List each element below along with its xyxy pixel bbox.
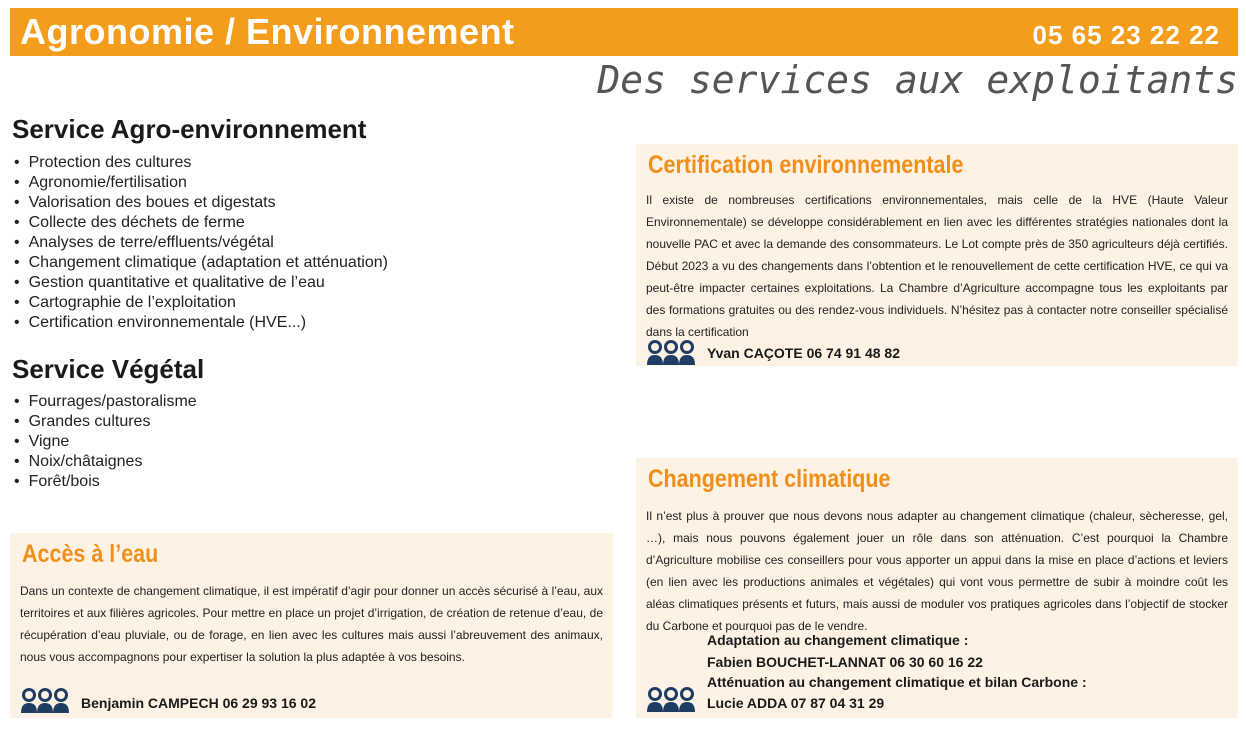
vegetal-service-list [14, 392, 197, 492]
page-title: Agronomie / Environnement [20, 11, 515, 52]
list-item: • Protection des cultures [14, 153, 388, 173]
eau-box-text: Dans un contexte de changement climatique, il est impératif d’agir pour donner un accès sécurisé à l’eau, aux territoires et aux filières agricoles. Pour mettre en place un projet d’irrigation, de création de retenue d’eau, de récupération d’eau pluviale, ou de forage, en lien avec les cultures mais aussi l’abreuvement des animaux, nous vous accompagnons pour expertiser la solution la plus adaptée à vos besoins. [20, 584, 603, 664]
list-item: • Analyses de terre/effluents/végétal [14, 233, 388, 253]
list-item: • Changement climatique (adaptation et atténuation) [14, 253, 388, 273]
people-icon [646, 686, 696, 712]
climat-contact-attenuation-name: Lucie ADDA 07 87 04 31 29 [707, 695, 885, 711]
list-item: • Collecte des déchets de ferme [14, 213, 388, 233]
header-banner [10, 8, 1238, 56]
list-item: • Cartographie de l’exploitation [14, 293, 388, 313]
agro-service-title: Service Agro-environnement [12, 114, 367, 144]
eau-box [10, 533, 613, 718]
list-item: • Valorisation des boues et digestats [14, 193, 388, 213]
people-icon [646, 339, 696, 365]
climat-box-text: Il n’est plus à prouver que nous devons nous adapter au changement climatique (chaleur, sècheresse, gel, …), mais nous pouvons également jouer un rôle dans son atténuation. C’est pourquoi la Chambre d’Agriculture mobilise ces conseillers pour vous apporter un appui dans la mise en place d’actions et leviers (en lien avec les productions animales et végétales) qui vont vous permettre de subir à moindre coût les aléas climatiques présents et futurs, mais aussi de moduler vos pratiques agricoles dans l’objectif de stocker du Carbone et pourquoi pas de le vendre. [646, 509, 1228, 633]
list-item: • Noix/châtaignes [14, 452, 197, 472]
eau-box-title: Accès à l’eau [22, 540, 159, 568]
people-icon [20, 687, 70, 713]
agro-service-list [14, 153, 388, 333]
eau-box-contact: Benjamin CAMPECH 06 29 93 16 02 [81, 695, 316, 711]
list-item: • Gestion quantitative et qualitative de l’eau [14, 273, 388, 293]
page-subtitle: Des services aux exploitants [597, 58, 1238, 102]
climat-box-title: Changement climatique [648, 465, 891, 493]
list-item: • Grandes cultures [14, 412, 197, 432]
list-item: • Fourrages/pastoralisme [14, 392, 197, 412]
list-item: • Forêt/bois [14, 472, 197, 492]
climat-contact-adaptation-label: Adaptation au changement climatique : [707, 632, 969, 648]
certif-box-contact: Yvan CAÇOTE 06 74 91 48 82 [707, 345, 900, 361]
list-item: • Vigne [14, 432, 197, 452]
list-item: • Certification environnementale (HVE...) [14, 313, 388, 333]
list-item: • Agronomie/fertilisation [14, 173, 388, 193]
climat-contact-attenuation-label: Atténuation au changement climatique et bilan Carbone : [707, 674, 1087, 690]
certif-box [636, 144, 1238, 366]
climat-box [636, 458, 1238, 718]
certif-box-title: Certification environnementale [648, 151, 964, 179]
vegetal-service-title: Service Végétal [12, 354, 205, 384]
header-phone: 05 65 23 22 22 [1032, 20, 1220, 50]
certif-box-text: Il existe de nombreuses certifications environnementales, mais celle de la HVE (Haute Valeur Environnementale) se développe considérablement en lien avec les différentes stratégies nationales dont la nouvelle PAC et avec la demande des consommateurs. Le Lot compte près de 350 agriculteurs déjà certifiés. Début 2023 a vu des changements dans l’obtention et le renouvellement de cette certification HVE, ce qui va peut-être impacter certaines exploitations. La Chambre d’Agriculture accompagne tous les exploitants par des formations gratuites ou des rendez-vous individuels. N’hésitez pas à contacter notre conseiller spécialisé dans la certification [646, 193, 1228, 339]
climat-contact-adaptation-name: Fabien BOUCHET-LANNAT 06 30 60 16 22 [707, 654, 983, 670]
